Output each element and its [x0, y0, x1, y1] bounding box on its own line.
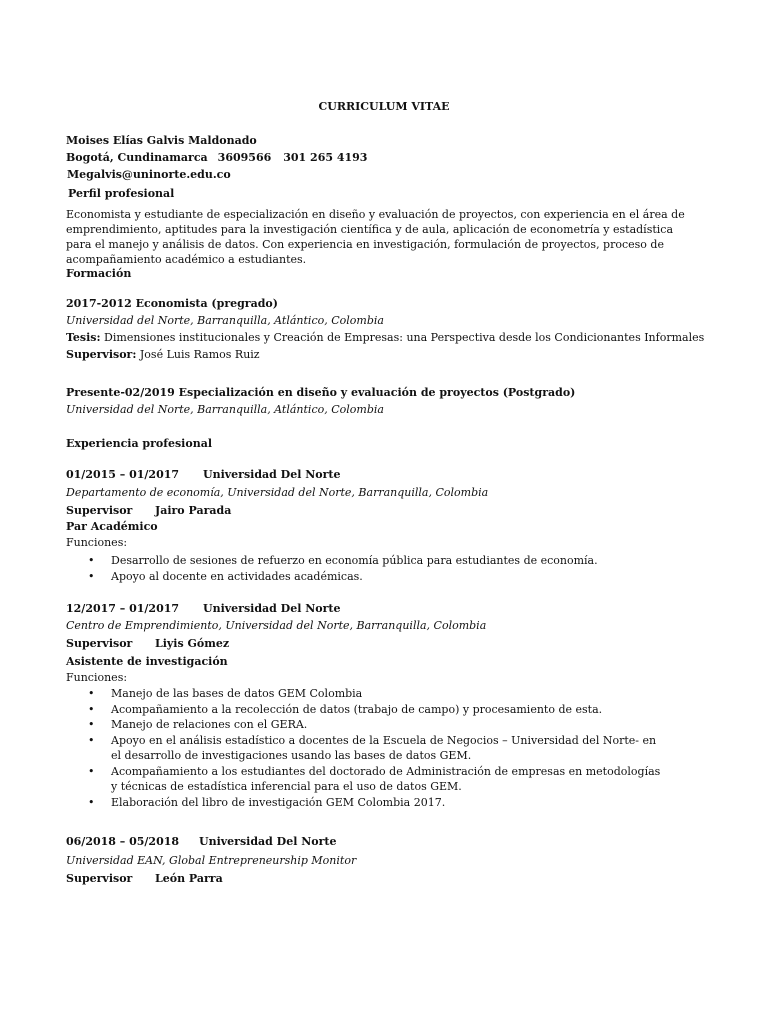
supervisor-name: José Luis Ramos Ruiz [139, 348, 260, 361]
supervisor-name: Liyis Gómez [155, 637, 230, 650]
job-dates: 01/2015 – 01/2017 [66, 468, 180, 481]
functions-list [66, 686, 666, 810]
job-supervisor-line [66, 871, 223, 886]
list-item: • Acompañamiento a la recolección de datos (trabajo de campo) y procesamiento de esta. [88, 702, 603, 716]
supervisor-name: León Parra [155, 872, 223, 885]
list-item: • Acompañamiento a los estudiantes del doctorado de Administración de empresas en metodologías y técnicas de estadística inferencial para el uso de datos GEM. [88, 764, 661, 793]
education-institution: Universidad del Norte, Barranquilla, Atlántico, Colombia [66, 314, 384, 327]
education-institution: Universidad del Norte, Barranquilla, Atlántico, Colombia [66, 403, 384, 416]
functions-label: Funciones: [66, 536, 128, 549]
supervisor-label: Supervisor [66, 872, 133, 885]
thesis-label: Tesis: [66, 331, 101, 344]
job-header [66, 467, 341, 482]
functions-list [66, 553, 666, 584]
job-department: Departamento de economía, Universidad del Norte, Barranquilla, Colombia [66, 486, 489, 499]
education-item-title: Presente-02/2019 Especialización en diseño y evaluación de proyectos (Postgrado) [66, 386, 576, 399]
thesis-line [66, 330, 704, 345]
job-department: Centro de Emprendimiento, Universidad del Norte, Barranquilla, Colombia [66, 619, 487, 632]
job-dates: 06/2018 – 05/2018 [66, 835, 180, 848]
functions-label: Funciones: [66, 671, 128, 684]
job-role: Asistente de investigación [66, 655, 228, 668]
list-item: • Apoyo en el análisis estadístico a docentes de la Escuela de Negocios – Universidad del Norte- en el desarrollo de investigaciones usando las bases de datos GEM. [88, 733, 657, 762]
supervisor-label: Supervisor [66, 637, 133, 650]
job-organization: Universidad Del Norte [203, 468, 341, 481]
job-supervisor-line [66, 503, 232, 518]
supervisor-label: Supervisor: [66, 348, 137, 361]
supervisor-name: Jairo Parada [155, 504, 232, 517]
list-item: • Apoyo al docente en actividades académicas. [88, 569, 363, 583]
location: Bogotá, Cundinamarca [66, 151, 208, 164]
profile-heading: Perfil profesional [68, 187, 175, 200]
supervisor-label: Supervisor [66, 504, 133, 517]
job-supervisor-line [66, 636, 230, 651]
list-item: • Elaboración del libro de investigación GEM Colombia 2017. [88, 795, 446, 809]
person-name: Moises Elías Galvis Maldonado [66, 134, 257, 147]
education-item-title: 2017-2012 Economista (pregrado) [66, 297, 278, 310]
list-item: • Desarrollo de sesiones de refuerzo en economía pública para estudiantes de economía. [88, 554, 598, 567]
profile-text: Economista y estudiante de especialización en diseño y evaluación de proyectos, con experiencia en el área de emprendimiento, aptitudes para la investigación científica y de aula, aplicación de econometría y estadística para el manejo y análisis de datos. Con experiencia en investigación, formulación de proyectos, proceso de acompañamiento académico a estudiantes. [66, 208, 685, 266]
list-item: • Manejo de las bases de datos GEM Colombia [88, 687, 363, 700]
job-organization: Universidad Del Norte [203, 602, 341, 615]
job-header [66, 834, 337, 849]
job-organization: Universidad Del Norte [199, 835, 337, 848]
thesis-title: Dimensiones institucionales y Creación de Empresas: una Perspectiva desde los Condicionantes Informales [104, 331, 705, 344]
contact-line [66, 150, 367, 165]
email: Megalvis@uninorte.edu.co [67, 168, 231, 181]
job-dates: 12/2017 – 01/2017 [66, 602, 180, 615]
job-header [66, 601, 341, 616]
job-department: Universidad EAN, Global Entrepreneurship Monitor [66, 854, 357, 867]
education-heading: Formación [66, 267, 132, 280]
list-item: • Manejo de relaciones con el GERA. [88, 718, 308, 731]
mobile-phone: 301 265 4193 [283, 151, 368, 164]
supervisor-line [66, 347, 260, 362]
document-title: CURRICULUM VITAE [318, 100, 450, 113]
experience-heading: Experiencia profesional [66, 437, 213, 450]
phone: 3609566 [217, 151, 272, 164]
job-role: Par Académico [66, 520, 158, 533]
